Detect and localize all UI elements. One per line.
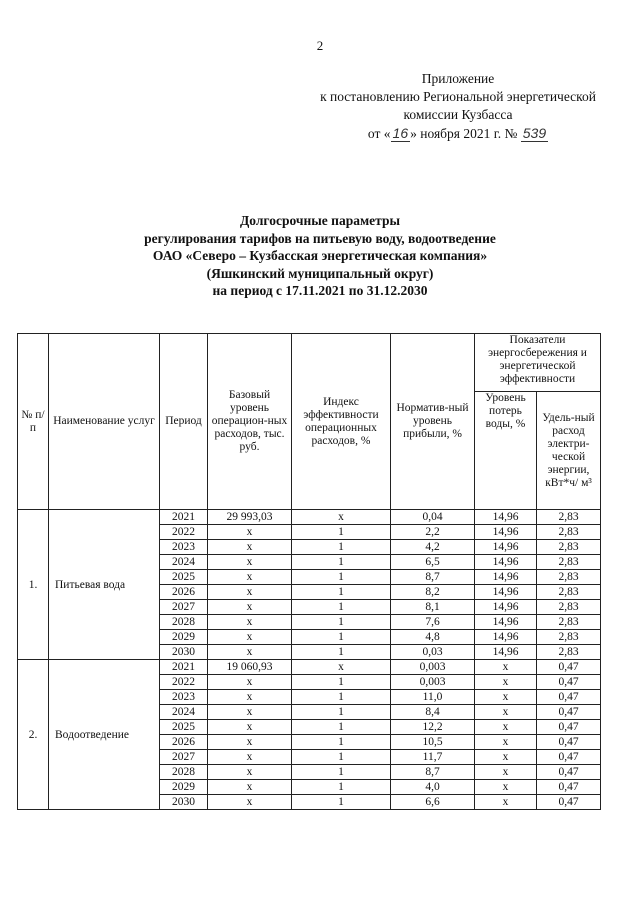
cell-loss: 14,96 <box>475 510 537 525</box>
section-service-name: Водоотведение <box>49 660 160 810</box>
cell-profit: 0,04 <box>391 510 475 525</box>
cell-power: 0,47 <box>537 765 601 780</box>
cell-period: 2021 <box>160 510 208 525</box>
cell-power: 2,83 <box>537 630 601 645</box>
cell-index: x <box>292 510 391 525</box>
cell-profit: 4,2 <box>391 540 475 555</box>
cell-power: 0,47 <box>537 675 601 690</box>
cell-period: 2029 <box>160 630 208 645</box>
cell-profit: 0,003 <box>391 660 475 675</box>
cell-period: 2025 <box>160 570 208 585</box>
cell-base: x <box>208 690 292 705</box>
cell-index: 1 <box>292 525 391 540</box>
cell-profit: 8,7 <box>391 570 475 585</box>
cell-power: 0,47 <box>537 795 601 810</box>
cell-base: x <box>208 555 292 570</box>
cell-period: 2026 <box>160 585 208 600</box>
cell-index: 1 <box>292 750 391 765</box>
table-row <box>18 510 601 525</box>
section-number: 1. <box>18 510 49 660</box>
cell-index: 1 <box>292 795 391 810</box>
cell-loss: x <box>475 735 537 750</box>
cell-base: x <box>208 525 292 540</box>
cell-index: 1 <box>292 570 391 585</box>
cell-power: 0,47 <box>537 750 601 765</box>
title-line-3: ОАО «Северо – Кузбасская энергетическая компания» <box>152 248 488 263</box>
tariff-parameters-table <box>17 333 601 810</box>
cell-period: 2023 <box>160 690 208 705</box>
cell-profit: 8,2 <box>391 585 475 600</box>
cell-profit: 4,8 <box>391 630 475 645</box>
cell-power: 0,47 <box>537 720 601 735</box>
cell-power: 2,83 <box>537 585 601 600</box>
cell-profit: 11,0 <box>391 690 475 705</box>
header-power-consumption: Удель-ный расход электри-ческой энергии, кВт*ч/ м³ <box>537 392 601 510</box>
cell-loss: x <box>475 690 537 705</box>
cell-index: 1 <box>292 630 391 645</box>
cell-index: 1 <box>292 615 391 630</box>
cell-loss: x <box>475 720 537 735</box>
header-efficiency-index: Индекс эффективности операционных расходов, % <box>292 334 391 510</box>
cell-power: 2,83 <box>537 645 601 660</box>
title-line-2: регулирования тарифов на питьевую воду, водоотведение <box>144 230 496 246</box>
cell-loss: x <box>475 765 537 780</box>
cell-loss: 14,96 <box>475 570 537 585</box>
cell-period: 2025 <box>160 720 208 735</box>
appendix-decree: к постановлению Региональной энергетической <box>320 89 596 104</box>
cell-profit: 4,0 <box>391 780 475 795</box>
cell-base: x <box>208 585 292 600</box>
cell-profit: 10,5 <box>391 735 475 750</box>
cell-profit: 6,6 <box>391 795 475 810</box>
cell-loss: 14,96 <box>475 630 537 645</box>
page-number: 2 <box>316 38 324 53</box>
appendix-block <box>320 70 596 143</box>
document-title <box>0 212 640 300</box>
cell-index: 1 <box>292 600 391 615</box>
appendix-title: Приложение <box>421 71 495 86</box>
cell-index: 1 <box>292 540 391 555</box>
cell-loss: 14,96 <box>475 555 537 570</box>
title-line-4: (Яшкинский муниципальный округ) <box>206 265 434 281</box>
cell-power: 2,83 <box>537 600 601 615</box>
cell-index: 1 <box>292 690 391 705</box>
cell-profit: 11,7 <box>391 750 475 765</box>
cell-period: 2030 <box>160 795 208 810</box>
cell-base: x <box>208 615 292 630</box>
title-line-5: на период с 17.11.2021 по 31.12.2030 <box>212 283 428 298</box>
date-prefix: от « <box>367 126 391 141</box>
cell-profit: 2,2 <box>391 525 475 540</box>
table-body <box>18 510 601 810</box>
cell-power: 2,83 <box>537 570 601 585</box>
date-suffix: » ноября 2021 г. № <box>410 126 518 141</box>
header-water-loss: Уровень потерь воды, % <box>475 392 537 510</box>
cell-period: 2022 <box>160 525 208 540</box>
section-number: 2. <box>18 660 49 810</box>
title-line-1: Долгосрочные параметры <box>240 213 400 228</box>
cell-base: x <box>208 630 292 645</box>
cell-loss: x <box>475 660 537 675</box>
cell-period: 2029 <box>160 780 208 795</box>
cell-base: x <box>208 600 292 615</box>
header-name: Наименование услуг <box>49 334 160 510</box>
cell-loss: 14,96 <box>475 540 537 555</box>
cell-power: 2,83 <box>537 525 601 540</box>
cell-period: 2023 <box>160 540 208 555</box>
cell-period: 2024 <box>160 555 208 570</box>
cell-base: x <box>208 765 292 780</box>
cell-loss: 14,96 <box>475 585 537 600</box>
cell-index: 1 <box>292 780 391 795</box>
cell-loss: 14,96 <box>475 615 537 630</box>
cell-profit: 12,2 <box>391 720 475 735</box>
cell-loss: x <box>475 780 537 795</box>
date-day-handwritten: 16 <box>392 125 409 141</box>
cell-loss: 14,96 <box>475 600 537 615</box>
cell-index: 1 <box>292 585 391 600</box>
cell-index: 1 <box>292 720 391 735</box>
cell-base: x <box>208 750 292 765</box>
cell-period: 2028 <box>160 615 208 630</box>
cell-base: 19 060,93 <box>208 660 292 675</box>
header-period: Период <box>160 334 208 510</box>
cell-loss: x <box>475 675 537 690</box>
table-row <box>18 660 601 675</box>
cell-base: x <box>208 675 292 690</box>
cell-loss: x <box>475 795 537 810</box>
cell-power: 2,83 <box>537 555 601 570</box>
cell-power: 0,47 <box>537 660 601 675</box>
cell-period: 2027 <box>160 600 208 615</box>
cell-loss: x <box>475 750 537 765</box>
cell-power: 2,83 <box>537 510 601 525</box>
cell-period: 2028 <box>160 765 208 780</box>
cell-base: x <box>208 735 292 750</box>
cell-profit: 0,003 <box>391 675 475 690</box>
cell-base: x <box>208 795 292 810</box>
cell-period: 2027 <box>160 750 208 765</box>
cell-period: 2026 <box>160 735 208 750</box>
cell-profit: 8,7 <box>391 765 475 780</box>
cell-base: x <box>208 720 292 735</box>
cell-index: 1 <box>292 705 391 720</box>
section-service-name: Питьевая вода <box>49 510 160 660</box>
cell-loss: 14,96 <box>475 645 537 660</box>
cell-power: 2,83 <box>537 615 601 630</box>
cell-index: 1 <box>292 645 391 660</box>
cell-power: 0,47 <box>537 780 601 795</box>
doc-number-handwritten: 539 <box>522 125 547 141</box>
header-energy-group: Показатели энергосбережения и энергетической эффективности <box>475 334 601 392</box>
cell-profit: 8,4 <box>391 705 475 720</box>
cell-index: 1 <box>292 675 391 690</box>
cell-period: 2030 <box>160 645 208 660</box>
cell-period: 2024 <box>160 705 208 720</box>
cell-index: 1 <box>292 555 391 570</box>
header-base-opex: Базовый уровень операцион-ных расходов, тыс. руб. <box>208 334 292 510</box>
cell-loss: x <box>475 705 537 720</box>
cell-base: x <box>208 645 292 660</box>
cell-index: 1 <box>292 765 391 780</box>
cell-index: x <box>292 660 391 675</box>
cell-power: 2,83 <box>537 540 601 555</box>
cell-base: x <box>208 705 292 720</box>
appendix-commission: комиссии Кузбасса <box>403 107 513 122</box>
cell-profit: 6,5 <box>391 555 475 570</box>
cell-loss: 14,96 <box>475 525 537 540</box>
cell-base: x <box>208 540 292 555</box>
cell-base: x <box>208 780 292 795</box>
cell-base: x <box>208 570 292 585</box>
header-profit-norm: Норматив-ный уровень прибыли, % <box>391 334 475 510</box>
header-num: № п/п <box>18 334 49 510</box>
cell-power: 0,47 <box>537 705 601 720</box>
cell-profit: 7,6 <box>391 615 475 630</box>
appendix-date-line <box>320 124 596 143</box>
cell-base: 29 993,03 <box>208 510 292 525</box>
cell-power: 0,47 <box>537 735 601 750</box>
cell-profit: 8,1 <box>391 600 475 615</box>
cell-period: 2022 <box>160 675 208 690</box>
cell-period: 2021 <box>160 660 208 675</box>
cell-profit: 0,03 <box>391 645 475 660</box>
cell-index: 1 <box>292 735 391 750</box>
cell-power: 0,47 <box>537 690 601 705</box>
